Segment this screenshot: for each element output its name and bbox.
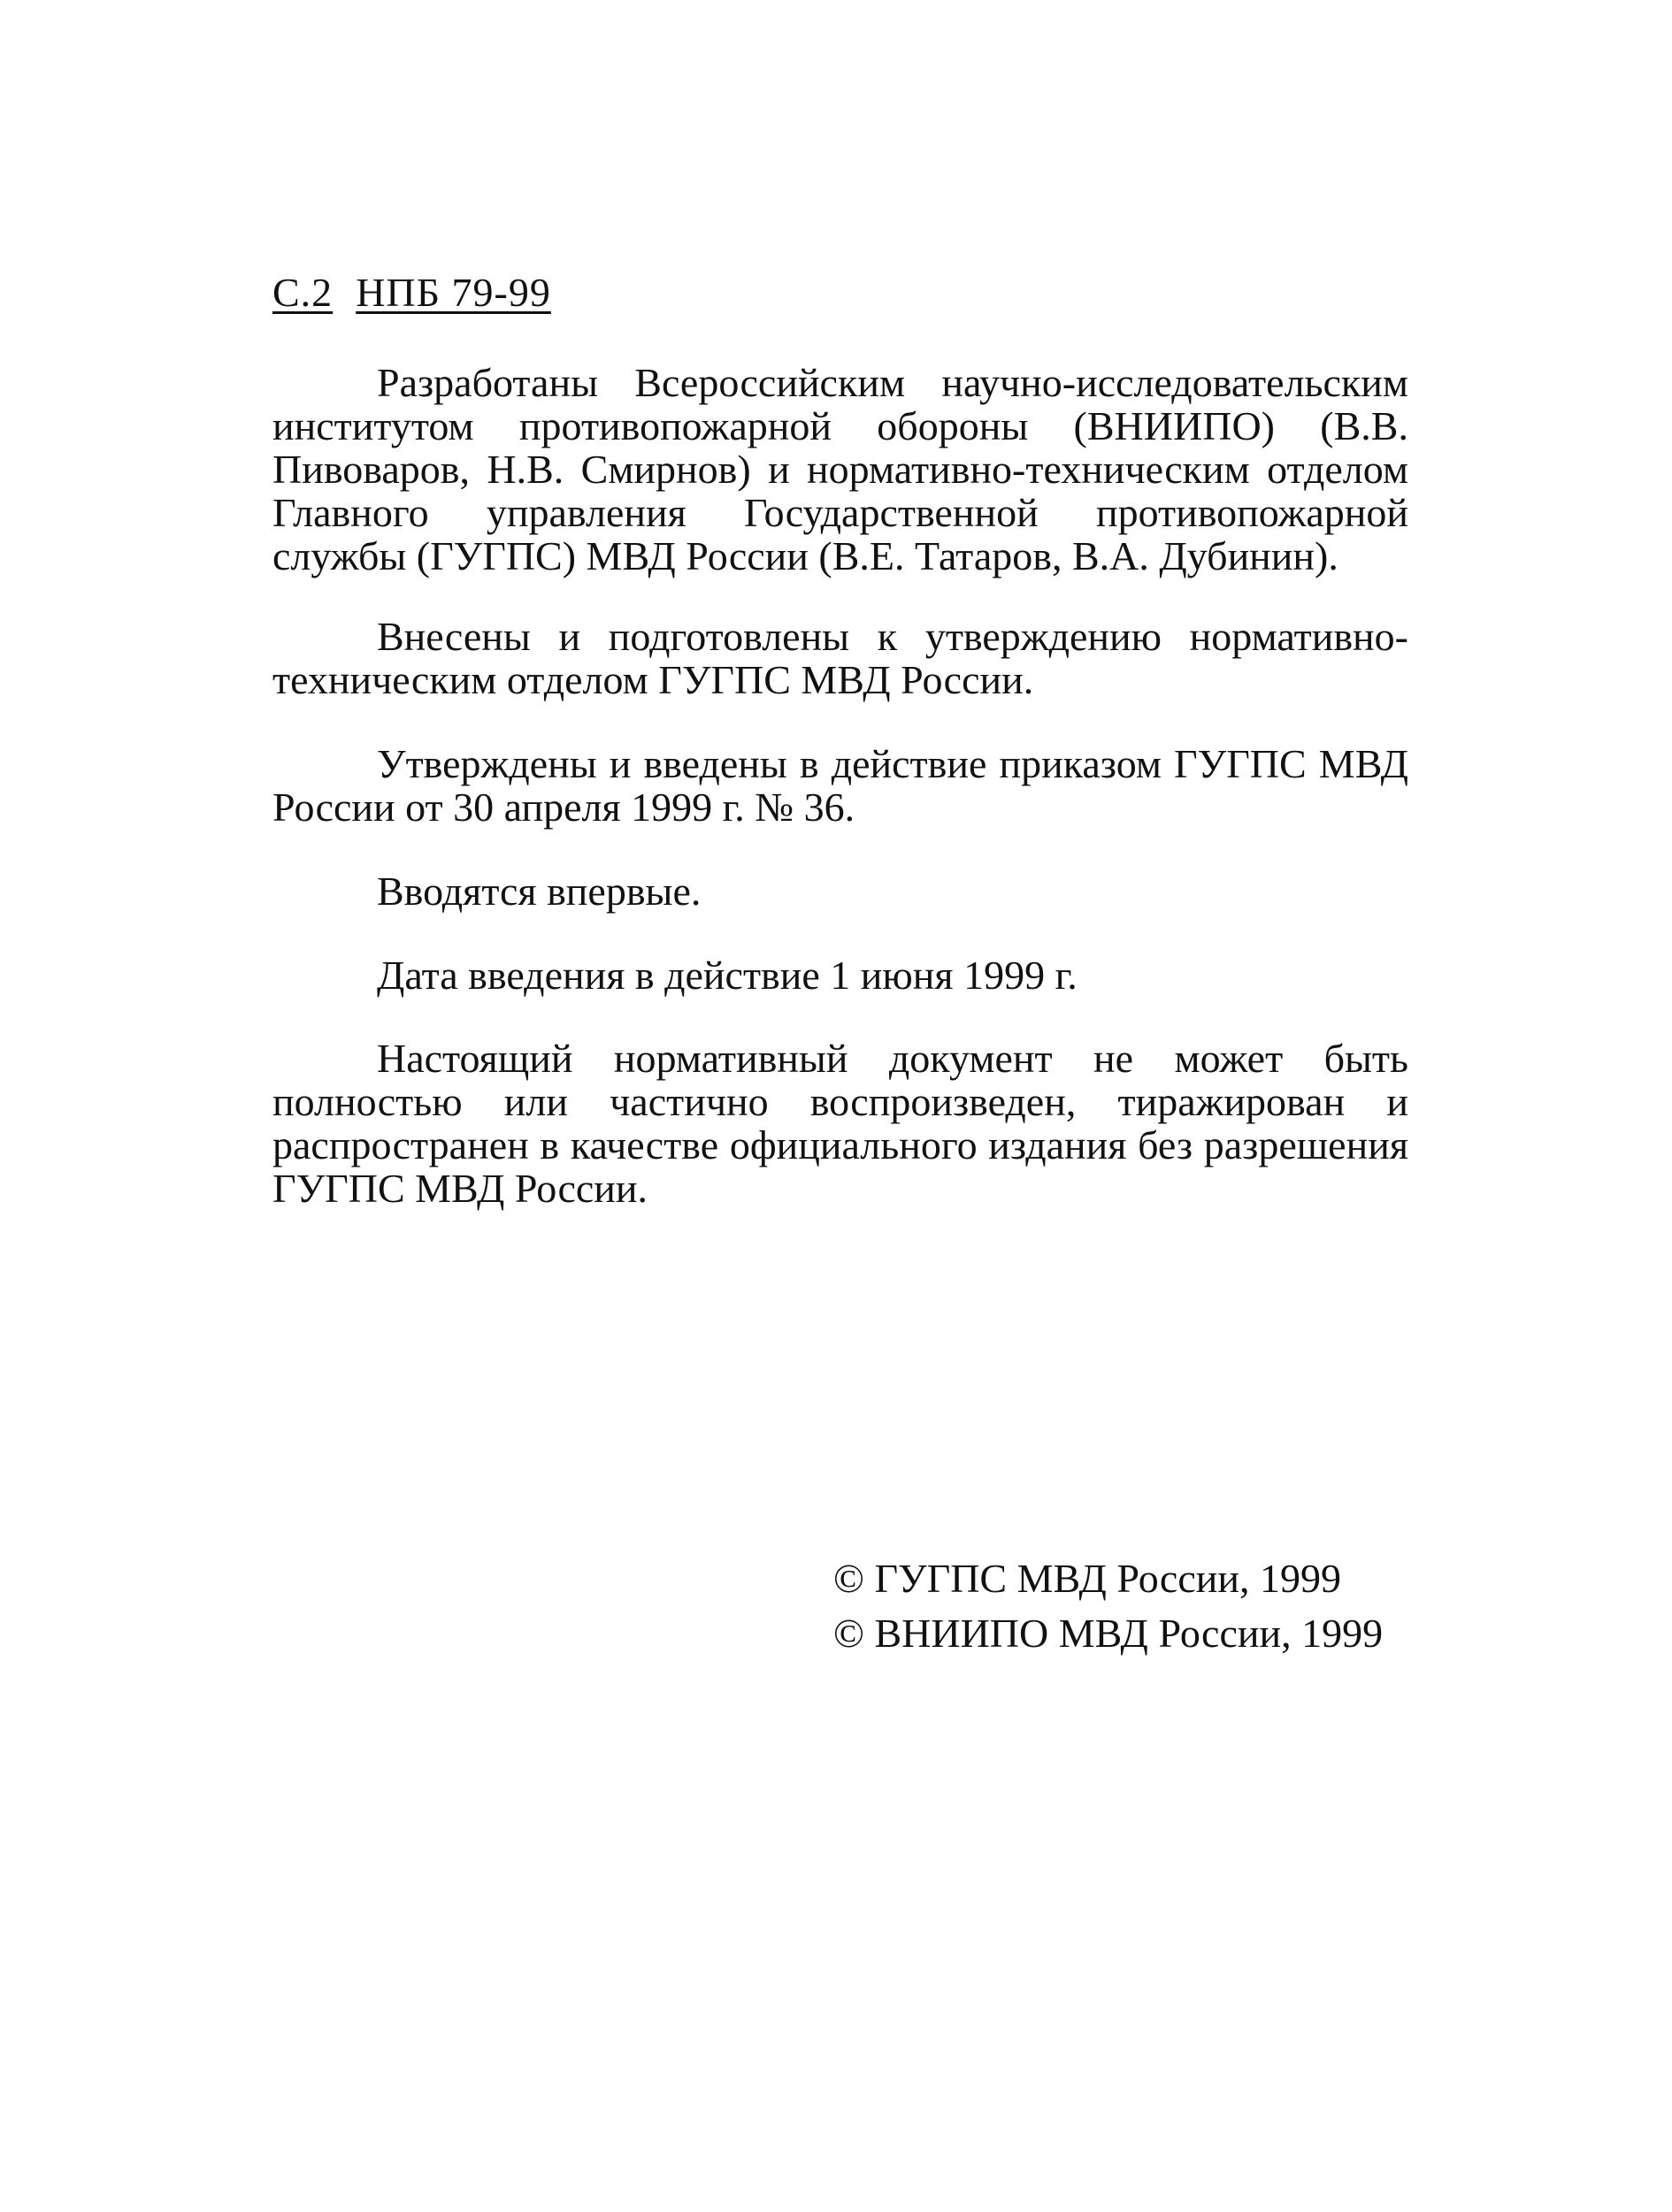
- developers-paragraph: Разработаны Всероссийским научно-исследовательским институтом противопожарной обороны (ВНИИПО) (В.В. Пивоваров, Н.В. Смирнов) и нормативно-техническим отделом Главного управления Государственной противопожарной службы (ГУГПС) МВД России (В.Е. Татаров, В.А. Дубинин).: [272, 360, 1408, 578]
- copyright-vniipo: © ВНИИПО МВД России, 1999: [833, 1611, 1384, 1656]
- reproduction-notice-paragraph: Настоящий нормативный документ не может быть полностью или частично воспроизведен, тиражирован и распространен в качестве официального издания без разрешения ГУГПС МВД России.: [272, 1036, 1408, 1211]
- page-header: [272, 269, 551, 316]
- introduced-first-time-paragraph: Вводятся впервые.: [377, 869, 702, 914]
- document-code: НПБ 79-99: [356, 270, 551, 315]
- copyright-gugps: © ГУГПС МВД России, 1999: [833, 1556, 1341, 1601]
- submitted-paragraph: Внесены и подготовлены к утверждению нормативно-техническим отделом ГУГПС МВД России.: [272, 614, 1408, 702]
- page-number: С.2: [272, 270, 334, 315]
- effective-date-paragraph: Дата введения в действие 1 июня 1999 г.: [377, 953, 1078, 998]
- approved-paragraph: Утверждены и введены в действие приказом ГУГПС МВД России от 30 апреля 1999 г. № 36.: [272, 741, 1408, 830]
